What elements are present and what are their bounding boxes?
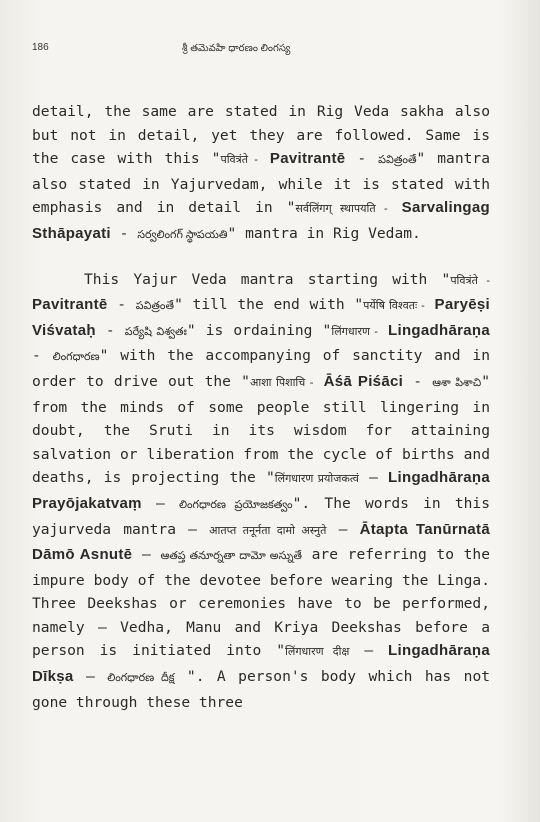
script-text: सर्वलिंगग् स्थापयति -: [295, 203, 388, 216]
body-text: " mantra in Rig Vedam.: [227, 224, 421, 242]
body-text: -: [403, 372, 433, 390]
script-text: लिंगधारण प्रयोजकत्वं: [274, 473, 359, 486]
body-text: detail, the same are stated in Rig Veda sakha also but not in detail, yet they are followed. Same is the case with this ": [32, 103, 490, 168]
page-body: [32, 100, 490, 714]
paragraph-2: [32, 268, 490, 715]
body-text: -: [110, 224, 138, 242]
body-text: ". A person's body which has not gone through these three: [32, 668, 491, 711]
body-text: " from the minds of some people still lingering in doubt, the Sruti in its wisdom for attaining salvation or liberation from the cycle of births and deaths, is projecting the ": [32, 372, 490, 487]
transliteration: Lingadhāraṇa: [388, 321, 490, 339]
body-text: -: [345, 150, 379, 168]
body-text: [388, 199, 402, 216]
body-text: [425, 296, 435, 313]
script-text: लिंगधारण -: [331, 325, 378, 338]
script-text: లింగధారణ దీక్ష: [107, 672, 175, 685]
body-text: [258, 150, 270, 167]
script-text: లింగధారణ ప్రయోజకత్వం: [179, 498, 293, 511]
transliteration: Lingadhāraṇa Dīkṣa: [32, 642, 490, 686]
script-text: పవిత్రంతే: [135, 300, 175, 313]
script-text: पर्येषि विश्वतः -: [363, 300, 425, 313]
body-text: –: [326, 520, 360, 538]
body-text: –: [349, 642, 389, 660]
body-text: " mantra also stated in Yajurvedam, while it is stated with emphasis and in detail in ": [32, 150, 490, 217]
script-text: ఆతప్త తనూర్నతా దామో అస్నుతే: [160, 550, 302, 563]
transliteration: Ātapta Tanūrnatā Dāmō Asnutē: [32, 520, 490, 564]
script-text: लिंगधारण दीक्ष: [285, 646, 350, 659]
paragraph-1: [32, 100, 490, 248]
transliteration: Āśā Piśāci: [323, 372, 404, 390]
body-text: –: [358, 469, 389, 487]
running-title: శ్రీ తమెవపిా ధారణం లింగస్య: [182, 43, 291, 54]
body-text: –: [73, 668, 108, 686]
body-text: " is ordaining ": [186, 321, 332, 339]
body-text: –: [132, 546, 161, 564]
body-text: -: [95, 321, 125, 339]
page-number: 186: [32, 42, 49, 53]
body-text: This Yajur Veda mantra starting with ": [84, 270, 451, 288]
body-text: -: [107, 296, 136, 314]
script-text: आतप्त तनूर्नता दामो अस्नुते: [209, 524, 327, 537]
transliteration: Sarvalingag Sthāpayati: [32, 199, 490, 242]
script-text: లింగధారణ: [52, 351, 100, 364]
body-text: " with the accompanying of sanctity and in order to drive out the ": [32, 347, 490, 390]
body-text: are referring to the impure body of the devotee before wearing the Linga. Three Deekshas or ceremonies have to be performed, namely – Vedha, Manu and Kriya Deekshas before a person is initiated into ": [32, 546, 491, 660]
transliteration: Paryēṣi Viśvataḥ: [32, 296, 491, 339]
body-text: –: [141, 494, 179, 512]
transliteration: Pavitrantē: [32, 296, 108, 314]
script-text: పవిత్రంతే: [378, 154, 417, 167]
script-text: आशा पिशाचि -: [249, 376, 314, 389]
body-text: [378, 322, 388, 339]
body-text: " till the end with ": [174, 296, 364, 314]
page-header: [32, 42, 508, 58]
script-text: సర్వలింగగ్ స్థాపయతి: [137, 228, 228, 241]
script-text: పర్యేషి విశ్వతః: [124, 325, 187, 338]
body-text: -: [32, 347, 53, 365]
script-text: ఆశా పిశాచి: [432, 376, 482, 389]
body-text: ". The words in this yajurveda mantra –: [32, 494, 490, 538]
transliteration: Pavitrantē: [269, 150, 346, 168]
body-text: [313, 373, 323, 390]
script-text: पवित्रंते -: [450, 274, 490, 287]
script-text: पवित्रंते -: [220, 154, 258, 167]
transliteration: Lingadhāraṇa Prayōjakatvaṃ: [32, 469, 490, 512]
